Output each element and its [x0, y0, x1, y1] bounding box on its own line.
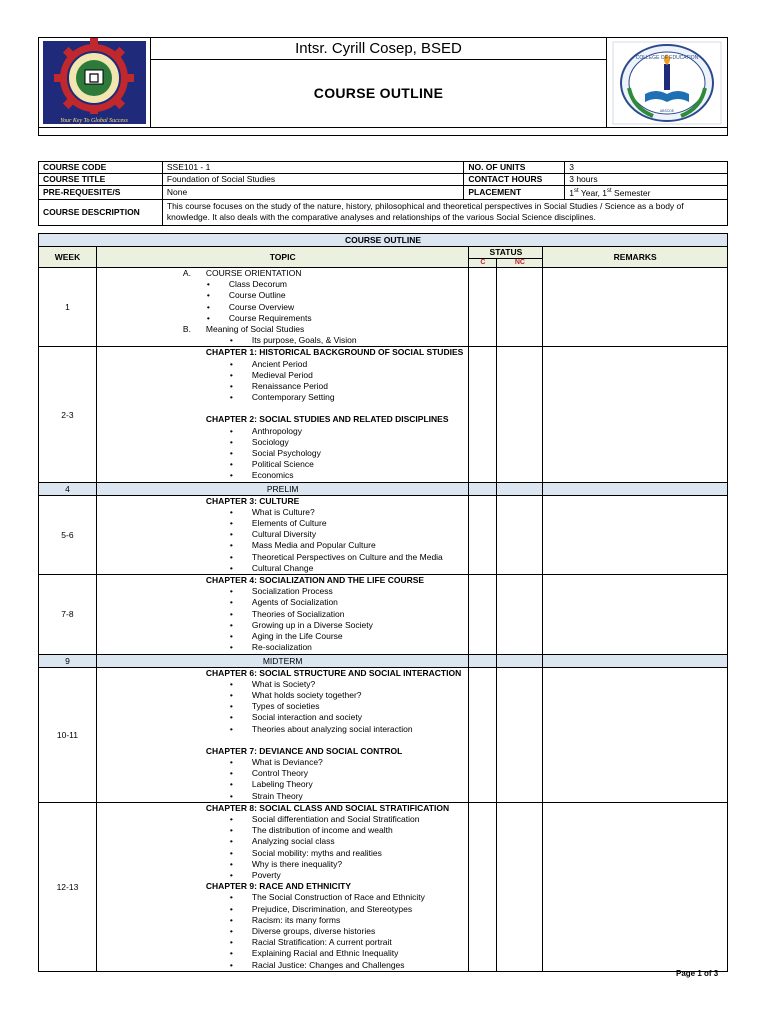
units-value: 3	[565, 162, 728, 174]
contact-hours-value: 3 hours	[565, 174, 728, 186]
status-c-cell	[469, 575, 497, 654]
topic-cell: CHAPTER 3: CULTURE • What is Culture? • Elements of Culture • Cultural Diversity • Mass Media and Popular Culture • Theoretical Perspectives on Culture and the Media • Cultural Change	[96, 495, 469, 574]
week-number: 1	[39, 268, 97, 347]
status-c-header: C	[469, 258, 497, 267]
chapter-heading: CHAPTER 1: HISTORICAL BACKGROUND OF SOCIAL STUDIES	[205, 347, 464, 358]
table-row	[39, 667, 728, 802]
status-nc-cell	[497, 575, 543, 654]
topic-cell: CHAPTER 4: SOCIALIZATION AND THE LIFE COURSE • Socialization Process • Agents of Socialization • Theories of Socialization • Growing up in a Diverse Society • Aging in the Life Course • Re-socialization	[96, 575, 469, 654]
header-divider	[38, 128, 728, 136]
topic-cell: A. COURSE ORIENTATION • Class Decorum • Course Outline • Course Overview • Course Requirements B. Meaning of Social Studies • Its purpose, Goals, & Vision	[96, 268, 469, 347]
contact-hours-label: CONTACT HOURS	[464, 174, 565, 186]
status-nc-cell	[497, 495, 543, 574]
document-title: COURSE OUTLINE	[313, 85, 444, 101]
week-number: 4	[39, 482, 97, 495]
week-number: 2-3	[39, 347, 97, 482]
week-number: 9	[39, 654, 97, 667]
exam-row	[39, 482, 728, 495]
placement-label: PLACEMENT	[464, 186, 565, 200]
prerequisite-value: None	[162, 186, 463, 200]
course-title-value: Foundation of Social Studies	[162, 174, 463, 186]
status-nc-cell	[497, 347, 543, 482]
status-c-cell	[469, 667, 497, 802]
remarks-cell	[543, 575, 728, 654]
chapter-heading: CHAPTER 3: CULTURE	[205, 495, 300, 506]
status-nc-cell	[497, 268, 543, 347]
course-description-value: This course focuses on the study of the nature, history, philosophical and theoretical perspectives in Social Studies / Science as a body of knowledge. It also deals with the comparative analyses and relationships of the various Social Science disciplines.	[162, 199, 727, 225]
status-nc-header: NC	[497, 258, 543, 267]
college-logo-subtext: ABSCDE	[659, 109, 675, 113]
course-description-label: COURSE DESCRIPTION	[39, 199, 163, 225]
remarks-cell	[543, 667, 728, 802]
college-logo-text: COLLEGE OF EDUCATION	[635, 55, 699, 61]
week-number: 10-11	[39, 667, 97, 802]
topic-cell: CHAPTER 8: SOCIAL CLASS AND SOCIAL STRATIFICATION • Social differentiation and Social Stratification • The distribution of income and wealth • Analyzing social class • Social mobility: myths and realities • Why is there inequality? • Poverty CHAPTER 9: RACE AND ETHNICITY • The Social Construction of Race and Ethnicity • Prejudice, Discrimination, and Stereotypes • Racism: its many forms • Diverse groups, diverse histories • Racial Stratification: A current portrait • Explaining Racial and Ethnic Inequality • Racial Justice: Changes and Challenges	[96, 802, 469, 971]
table-row	[39, 495, 728, 574]
remarks-cell	[543, 268, 728, 347]
week-header: WEEK	[39, 247, 97, 268]
chapter-heading: CHAPTER 9: RACE AND ETHNICITY	[205, 881, 352, 892]
logo-tagline: Your Key To Global Success	[60, 118, 128, 124]
status-c-cell	[469, 495, 497, 574]
remarks-header: REMARKS	[543, 247, 728, 268]
instructor-name: Intsr. Cyrill Cosep, BSED	[151, 38, 606, 60]
course-info-table	[38, 161, 728, 226]
table-row	[39, 347, 728, 482]
week-number: 12-13	[39, 802, 97, 971]
chapter-heading: CHAPTER 8: SOCIAL CLASS AND SOCIAL STRATIFICATION	[205, 802, 450, 813]
placement-value: 1st Year, 1st Semester	[565, 186, 728, 200]
status-nc-cell	[497, 667, 543, 802]
status-c-cell	[469, 802, 497, 971]
remarks-cell	[543, 495, 728, 574]
week-number: 7-8	[39, 575, 97, 654]
course-code-value: SSE101 - 1	[162, 162, 463, 174]
document-header	[38, 37, 728, 128]
page-number: Page 1 of 3	[676, 969, 719, 978]
table-row	[39, 268, 728, 347]
status-c-cell	[469, 268, 497, 347]
exam-row	[39, 654, 728, 667]
college-logo	[607, 38, 727, 127]
course-outline-table	[38, 233, 728, 972]
exam-label: MIDTERM	[96, 654, 469, 667]
outline-title: COURSE OUTLINE	[39, 234, 728, 247]
status-header: STATUS	[469, 247, 543, 259]
status-nc-cell	[497, 802, 543, 971]
remarks-cell	[543, 802, 728, 971]
table-row	[39, 575, 728, 654]
chapter-heading: CHAPTER 6: SOCIAL STRUCTURE AND SOCIAL INTERACTION	[205, 667, 462, 678]
course-code-label: COURSE CODE	[39, 162, 163, 174]
chapter-heading: CHAPTER 4: SOCIALIZATION AND THE LIFE COURSE	[205, 575, 425, 586]
prerequisite-label: PRE-REQUESITE/S	[39, 186, 163, 200]
topic-cell: CHAPTER 1: HISTORICAL BACKGROUND OF SOCIAL STUDIES • Ancient Period • Medieval Period • Renaissance Period • Contemporary Setting CHAPTER 2: SOCIAL STUDIES AND RELATED DISCIPLINES • Anthropology • Sociology • Social Psychology • Political Science • Economics	[96, 347, 469, 482]
week-number: 5-6	[39, 495, 97, 574]
topic-header: TOPIC	[96, 247, 469, 268]
chapter-heading: CHAPTER 7: DEVIANCE AND SOCIAL CONTROL	[205, 745, 403, 756]
remarks-cell	[543, 347, 728, 482]
units-label: NO. OF UNITS	[464, 162, 565, 174]
course-title-label: COURSE TITLE	[39, 174, 163, 186]
table-row	[39, 802, 728, 971]
chapter-heading: CHAPTER 2: SOCIAL STUDIES AND RELATED DISCIPLINES	[205, 414, 449, 425]
status-c-cell	[469, 347, 497, 482]
topic-cell: CHAPTER 6: SOCIAL STRUCTURE AND SOCIAL INTERACTION • What is Society? • What holds society together? • Types of societies • Social interaction and society • Theories about analyzing social interaction CHAPTER 7: DEVIANCE AND SOCIAL CONTROL • What is Deviance? • Control Theory • Labeling Theory • Strain Theory	[96, 667, 469, 802]
exam-label: PRELIM	[96, 482, 469, 495]
school-logo	[39, 38, 151, 127]
